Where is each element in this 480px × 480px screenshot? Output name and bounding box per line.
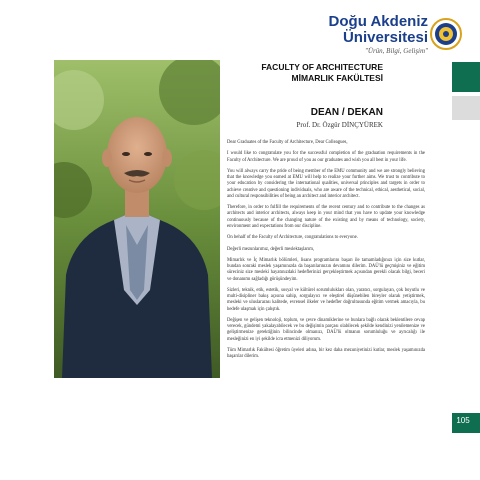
faculty-name-en: FACULTY OF ARCHITECTURE xyxy=(261,62,383,72)
message-paragraph: Değerli mezunlarımız, değerli meslektaşlarım, xyxy=(227,246,315,252)
dean-portrait-photo xyxy=(54,60,220,378)
side-tab-grey xyxy=(452,96,480,120)
message-paragraph: You will always carry the pride of being member of the EMU community and we are strongly believing that the knowledge you earned at EMU will help to realize your further aims. We trust to contribute to your education by considering the international qualities, universal principles and targets in order to achieve creative and questioning individuals, who are aware of the technical, ethical, aesthetical, social, and cultural responsibilities of being an architect and interior architect. xyxy=(227,168,425,199)
message-paragraph: Dear Graduates of the Faculty of Architecture, Dear Colleagues, xyxy=(227,140,348,145)
dean-title: DEAN / DEKAN xyxy=(310,107,383,118)
page-number: 105 xyxy=(456,416,470,425)
message-paragraph: On behalf of the Faculty of Architecture, congratulations to everyone. xyxy=(227,235,358,241)
university-seal-icon xyxy=(430,18,462,50)
message-paragraph: Mimarlık ve İç Mimarlık bölümleri, lisans programlarını başarı ile tamamladığınızı için size kutlar, bundan sonraki meslek yaşamınızda da başarılarınızın devamını dilerim. DAÜ'lü geçmişiniz ve eğitim süreciniz size mesleki hayatınızdaki hedeflerinizi gerçekleştirmek açısından gerekli olacak bilgi, beceri ve donanımı sağladığı görüşündeyim. xyxy=(227,257,425,282)
message-paragraph: Therefore, in order to fulfill the requirements of the recent century and to contribute to the changes as architects and interior architects, always keep in your mind that you have to update your knowledge continuously because of the changing nature of the existing and by means of technology, society, environment and expectations from our discipline. xyxy=(227,205,425,229)
faculty-heading xyxy=(250,62,383,84)
message-paragraph: Tüm Mimarlık Fakültesi öğretim üyeleri adına, bir kez daha mezuniyetinizi kutlar, meslek yaşamınızda başarılar dilerim. xyxy=(227,347,425,360)
university-motto: "Ürün, Bilgi, Gelişim" xyxy=(364,47,428,55)
university-logo-text xyxy=(329,14,428,56)
message-paragraph: I would like to congratulate you for the successful completion of the graduation requirements in the Faculty of Architecture. We are proud of you as our graduates and wish you all best in your life. xyxy=(227,151,425,163)
faculty-name-tr: MİMARLIK FAKÜLTESİ xyxy=(291,73,383,83)
message-paragraph: Sizleri, teknik, etik, estetik, sosyal ve kültürel sorumlulukları olan, yaratıcı, sorgulayan, çok boyutlu ve multi-disipliner bakış açısına sahip, sorgulayıcı ve eleştirel düşünebilen bireyler olarak yetiştirmek, mesleki ve uluslararası kalitede, evrensel ilkeler ve hedefler doğrultusunda eğitim vermek amacıyla, bu hedefe ulaşmak için çalıştık. xyxy=(227,287,425,312)
university-name-line1: Doğu Akdeniz xyxy=(328,13,428,30)
university-name-line2: Üniversitesi xyxy=(342,29,428,46)
message-paragraph: Değişen ve gelişen teknoloji, toplum, ve çevre dinamiklerine ve bunlara bağlı olarak beklentilere cevap verecek, gündemi yakalayabilecek ve bu değişimin parçası olabilecek şekilde kendinizi yenilemenize ve geliştirmenize gerektiğinin bilincinde olmanızı, DAÜ'lü olmanın sorumluluğu ve ayrıcalığı ile mesleğinizi en iyi şekilde icra etmenizi diliyorum. xyxy=(227,317,425,342)
side-tab-green xyxy=(452,62,480,92)
dean-message xyxy=(227,140,425,366)
dean-name: Prof. Dr. Özgür DİNÇYÜREK xyxy=(296,121,383,129)
